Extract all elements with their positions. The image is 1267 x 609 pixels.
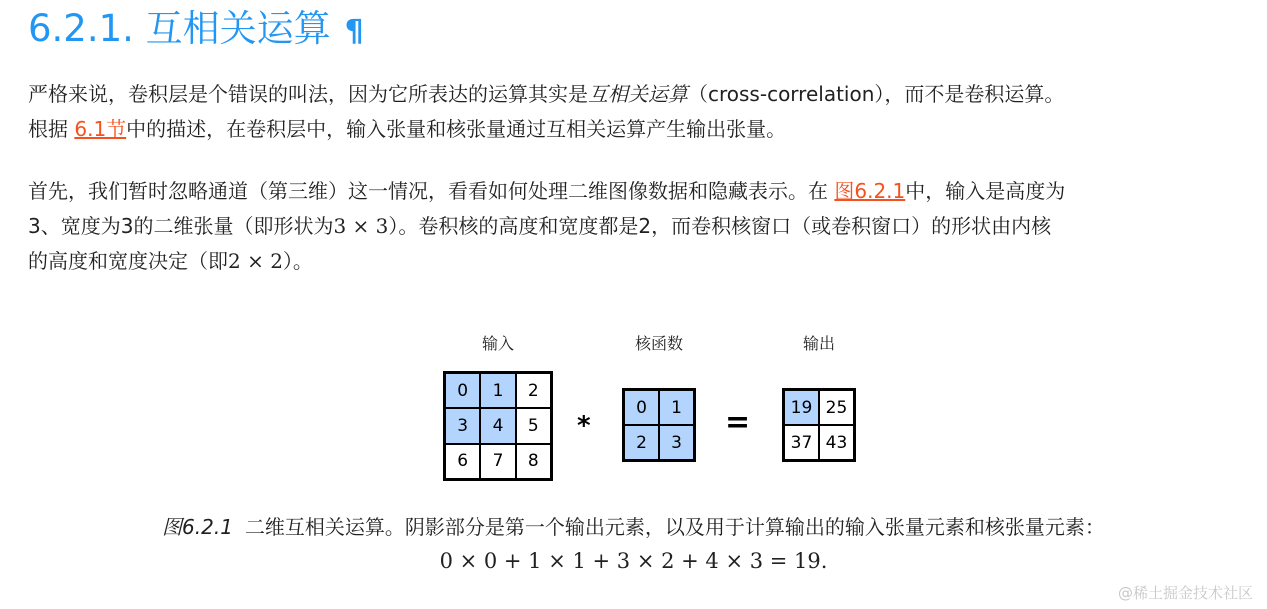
kernel-label: 核函数 bbox=[634, 334, 683, 353]
kernel-matrix-cell: 3 bbox=[659, 425, 694, 460]
output-matrix-cell: 43 bbox=[819, 425, 854, 460]
paragraph-cross-correlation-intro bbox=[28, 77, 1064, 147]
output-matrix-cell: 37 bbox=[784, 425, 819, 460]
input-label: 输入 bbox=[481, 334, 514, 353]
input-matrix-cell: 3 bbox=[445, 408, 480, 443]
output-label: 输出 bbox=[802, 334, 835, 353]
input-matrix-cell: 0 bbox=[445, 373, 480, 408]
output-matrix-cell: 19 bbox=[784, 390, 819, 425]
paragraph-2d-example bbox=[28, 174, 1065, 279]
text-segment: 3、宽度为3的二维张量（即形状为 bbox=[28, 214, 334, 238]
caption-text: 二维互相关运算。阴影部分是第一个输出元素，以及用于计算输出的输入张量元素和核张量元素： bbox=[244, 515, 1105, 539]
section-number: 6.2.1. bbox=[28, 7, 134, 50]
paragraph-line bbox=[28, 174, 1065, 209]
caption-line bbox=[0, 510, 1267, 544]
text-segment: 的高度和宽度决定（即 bbox=[28, 249, 228, 273]
text-segment: 首先，我们暂时忽略通道（第三维）这一情况，看看如何处理二维图像数据和隐藏表示。在 bbox=[28, 179, 835, 203]
caption-formula: 0 × 0 + 1 × 1 + 3 × 2 + 4 × 3 = 19. bbox=[439, 549, 828, 573]
text-segment: ）。卷积核的高度和宽度都是2，而卷积核窗口（或卷积窗口）的形状由内核 bbox=[388, 214, 1052, 238]
figure-6-2-1-link[interactable]: 图6.2.1 bbox=[834, 179, 906, 203]
equals-symbol: = bbox=[725, 405, 751, 440]
permalink-anchor-icon[interactable]: ¶ bbox=[344, 14, 364, 49]
kernel-matrix-cell: 1 bbox=[659, 390, 694, 425]
output-matrix bbox=[782, 388, 856, 462]
text-segment: 根据 bbox=[28, 117, 75, 141]
section-heading bbox=[28, 6, 364, 55]
watermark: @稀土掘金技术社区 bbox=[1117, 584, 1253, 602]
input-matrix-cell: 1 bbox=[480, 373, 515, 408]
text-segment: ）。 bbox=[282, 249, 313, 273]
emphasis-term: 互相关运算 bbox=[588, 82, 688, 106]
paragraph-line bbox=[28, 244, 1065, 279]
math-shape: 2 × 2 bbox=[228, 249, 283, 273]
caption-number: 图6.2.1 bbox=[162, 515, 233, 539]
input-matrix-cell: 2 bbox=[516, 373, 551, 408]
text-segment: 严格来说，卷积层是个错误的叫法，因为它所表达的运算其实是 bbox=[28, 82, 588, 106]
kernel-matrix-cell: 0 bbox=[624, 390, 659, 425]
figure-caption bbox=[0, 510, 1267, 578]
kernel-matrix-cell: 2 bbox=[624, 425, 659, 460]
input-matrix-cell: 6 bbox=[445, 444, 480, 479]
math-shape: 3 × 3 bbox=[333, 214, 389, 238]
paragraph-line bbox=[28, 77, 1064, 112]
paragraph-line bbox=[28, 112, 1064, 147]
text-segment: （cross-correlation），而不是卷积运算。 bbox=[688, 82, 1065, 106]
input-matrix-cell: 4 bbox=[480, 408, 515, 443]
section-6-1-link[interactable]: 6.1节 bbox=[74, 117, 127, 141]
output-matrix-cell: 25 bbox=[819, 390, 854, 425]
text-segment: 中，输入是高度为 bbox=[905, 179, 1066, 203]
multiply-symbol: * bbox=[577, 411, 591, 441]
input-matrix-cell: 8 bbox=[516, 444, 551, 479]
text-segment: 中的描述，在卷积层中，输入张量和核张量通过互相关运算产生输出张量。 bbox=[126, 117, 787, 141]
input-matrix-cell: 7 bbox=[480, 444, 515, 479]
input-matrix-cell: 5 bbox=[516, 408, 551, 443]
kernel-matrix bbox=[622, 388, 696, 462]
section-title: 互相关运算 bbox=[145, 7, 331, 50]
input-matrix bbox=[443, 371, 553, 481]
paragraph-line bbox=[28, 209, 1065, 244]
